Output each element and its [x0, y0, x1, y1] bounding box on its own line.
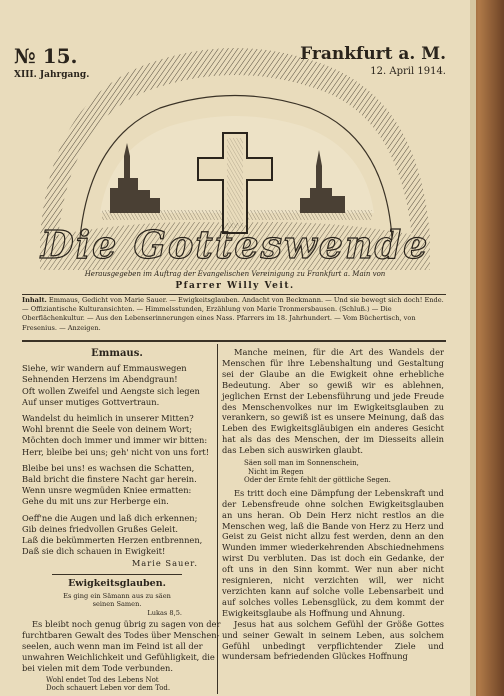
rule-top [22, 294, 446, 295]
article-epigraph [22, 592, 212, 609]
page-edge [470, 0, 476, 696]
poem-line: Wenn unsre wegmüden Kniee ermatten: [22, 485, 192, 496]
column-divider [217, 344, 218, 694]
poem-line: Möchten doch immer und immer wir bitten: [22, 435, 208, 446]
article-line: Es bleibt noch genug übrig zu sagen von der [32, 618, 221, 629]
article-verse [22, 676, 212, 693]
poem-line: Daß sie dich schauen in Ewigkeit! [22, 546, 166, 557]
poem-line: Bald bricht die finstere Nacht gar herein. [22, 474, 197, 485]
poem-line: Bleibe bei uns! es wachsen die Schatten, [22, 462, 195, 473]
article-line: seelen, auch wenn man im Feind ist all der [22, 641, 203, 652]
toc-label: Inhalt. [22, 296, 47, 304]
masthead-title: Die Gotteswende [40, 222, 430, 267]
epigraph-line: seinen Samen. [92, 600, 142, 609]
verse-line: Oder der Ernte fehlt der göttliche Segen. [244, 476, 391, 485]
poem-line: Laß die bekümmerten Herzen entbrennen, [22, 535, 203, 546]
article-line: unwahren Weichlichkeit und Gefühligkeit, die [22, 652, 215, 663]
poem-line: Herr, bleibe bei uns; geh' nicht von uns fort! [22, 446, 210, 457]
poem-stanza-4 [22, 513, 212, 558]
verse-line: Nicht im Regen [248, 467, 304, 476]
masthead-subtitle: Herausgegeben im Auftrag der Evangelischen Vereinigung zu Frankfurt a. Main von [84, 270, 386, 278]
left-column [22, 347, 221, 693]
volume-label: XIII. Jahrgang. [14, 70, 90, 80]
poem-line: Oeff'ne die Augen und laß dich erkennen; [22, 512, 198, 523]
epigraph-line: Es ging ein Sämann aus zu säen [63, 591, 171, 600]
article-intro [22, 618, 221, 675]
article-title: Ewigkeitsglauben. [68, 577, 166, 589]
verse-line: Wohl endet Tod des Lebens Not [46, 675, 159, 684]
issue-date: 12. April 1914. [370, 66, 446, 77]
article-line: furchtbaren Gewalt des Todes über Menschen- [22, 629, 220, 640]
poem-line: Wohl brennt die Seele von deinem Wort; [22, 424, 193, 435]
verse-line: Doch schauert Leben vor dem Tod. [46, 684, 171, 693]
poem-stanza-3 [22, 463, 212, 508]
article-line: bei vielen mit dem Tode verbunden. [22, 663, 174, 674]
city-label: Frankfurt a. M. [300, 44, 446, 64]
poem-line: Auf unser mutiges Gottvertraun. [22, 396, 160, 407]
poem-line: Wandelst du heimlich in unserer Mitten? [22, 413, 194, 424]
article-right-verse [222, 459, 444, 485]
poem-line: Sehnenden Herzens im Abendgraun! [22, 374, 178, 385]
poem-stanza-2 [22, 413, 212, 458]
poem-line: Oft wollen Zweifel und Aengste sich legen [22, 385, 200, 396]
article-paragraph-1: Manche meinen, für die Art des Wandels der Menschen für ihre Lebenshaltung und Gestaltung sei der Glaube an die Ewigkeit ohne erhebliche Bedeutung. Aber so gewiß wir es ablehnen, jeglichen Ernst der Lebensführung und jede Freude des Menschenvolkes nur im Ewigkeitsglauben zu verankern, so gewiß ist es unsere Meinung, daß das Leben des Ewigkeitsgläubigen ein anderes Gesicht hat als das des Menschen, der im Diesseits allein das Leben sich auswirken glaubt. [222, 347, 444, 456]
issue-number: № 15. [14, 44, 78, 68]
article-paragraph-2: Es tritt doch eine Dämpfung der Lebenskraft und der Lebensfreude ohne solchen Ewigkeitsglauben an uns heran. Ob Dein Herz nicht restlos an die Menschen weg, laß die Bande von Herz zu Herz und Geist zu Geist nicht allzu fest werden, denn an den Wunden immer wiederkehrenden Abschiednehmens wirst Du verbluten. Das ist doch ein Gedanke, der oft uns in den Sinn kommt. Wer nun aber nicht resignieren, nicht verzichten will, wer nicht verzichten kann auf solche volle Lebensarbeit und auf solches volles Lebensglück, zu dem kommt der Ewigkeitsglaube als Hoffnung und Ahnung. [222, 487, 444, 618]
rule-bottom [22, 340, 446, 342]
table-of-contents [22, 296, 446, 333]
poem-stanza-1 [22, 363, 212, 408]
epigraph-reference: Lukas 8,5. [147, 608, 182, 617]
section-divider [52, 574, 182, 575]
poem-line: Siehe, wir wandern auf Emmauswegen [22, 363, 187, 374]
verse-line: Säen soll man im Sonnenschein, [244, 459, 359, 468]
masthead-editor: Pfarrer Willy Veit. [175, 281, 295, 291]
toc-text: Emmaus, Gedicht von Marie Sauer. — Ewigkeitsglauben. Andacht von Beckmann. — Und sie bewegt sich doch! Ende. — Offiziantische Kulturansichten. — Himmelsstunden, Erzählung von Marie Tronmersbausen. (Schluß.) — Die Oberflächenkultur. — Aus den Lebenserinnerungen eines Nass. Pfarrers im 18. Jahrhundert. — Vom Büchertisch, von Fresenius. — Anzeigen. [22, 296, 444, 332]
poem-line: Gehe du mit uns zur Herberge ein. [22, 496, 169, 507]
article-paragraph-3: Jesus hat aus solchem Gefühl der Größe Gottes und seiner Gewalt in seinem Leben, aus solchem Gefühl unbedingt verpflichtender Ziele und wundersam befriedenden Glückes Hoffnung [222, 618, 444, 662]
poem-line: Gib deines friedvollen Grußes Geleit. [22, 523, 179, 534]
poem-title: Emmaus. [91, 348, 143, 359]
poem-author: Marie Sauer. [131, 558, 198, 569]
right-column [222, 347, 444, 662]
